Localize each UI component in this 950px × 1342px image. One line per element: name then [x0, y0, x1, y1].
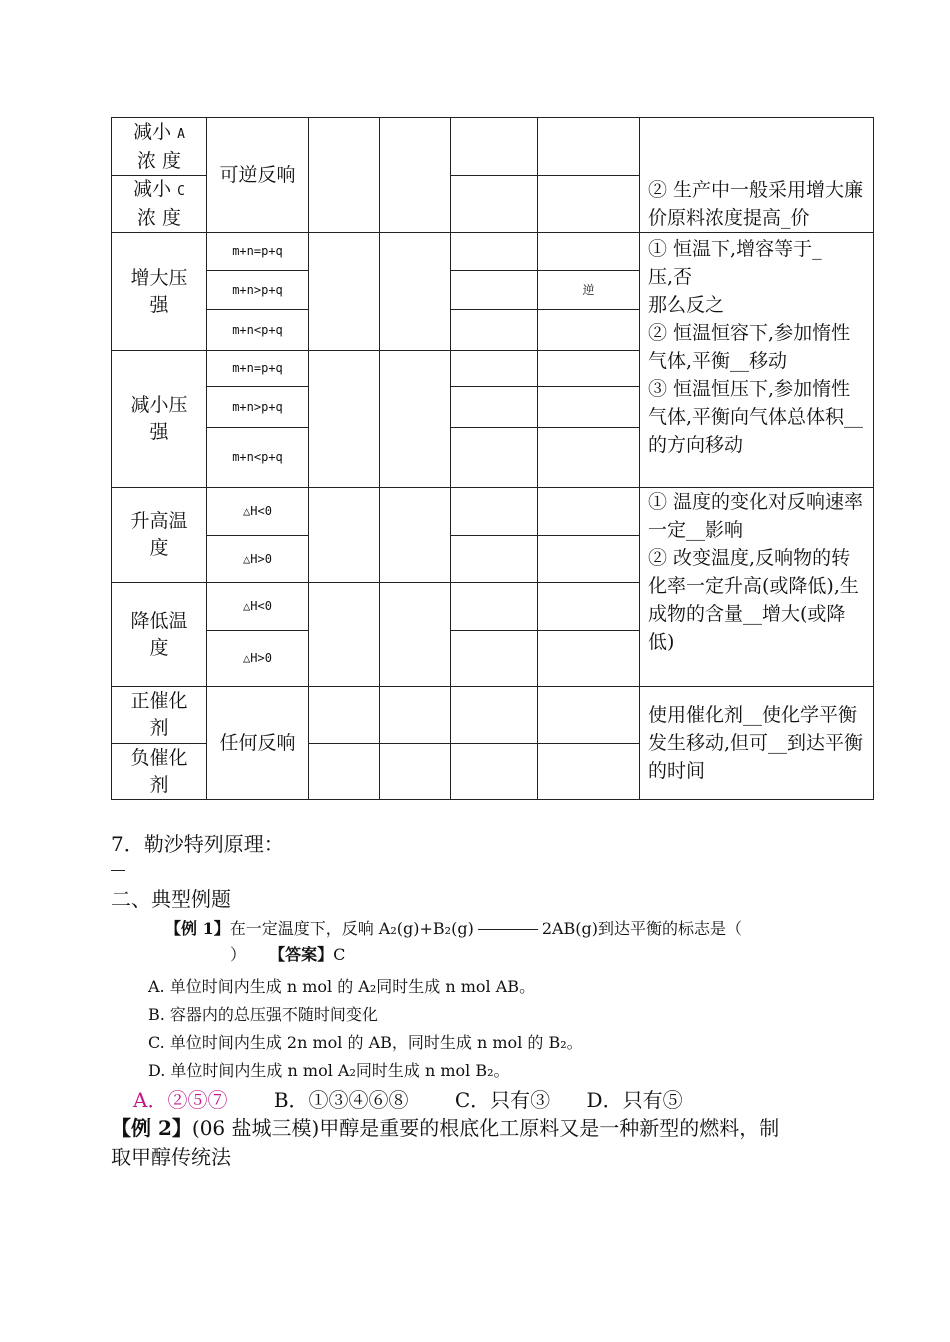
section-7: 7．勒沙特列原理：: [111, 832, 284, 856]
example1-line2: ） 【答案】C: [230, 945, 346, 964]
cond-reduce-c: 减小 C 浓 度: [112, 176, 207, 233]
example1-line1: 【例 1】在一定温度下，反响 A₂(g)+B₂(g) 2AB(g)到达平衡的标志是（: [165, 919, 743, 938]
cond-positive-catalyst: 正催化 剂: [112, 687, 207, 744]
choice-a: A．②⑤⑦: [133, 1088, 228, 1112]
example2-line1: 【例 2】(06 盐城三模)甲醇是重要的根底化工原料又是一种新型的燃料，制: [111, 1116, 780, 1140]
example2-line2: 取甲醇传统法: [111, 1145, 231, 1169]
answer-value: C: [333, 945, 346, 964]
note-temperature: ① 温度的变化对反响速率一定__影响 ② 改变温度,反响物的转化率一定升高(或降低),生成物的含量__增大(或降低): [640, 488, 874, 687]
cond-lower-temp: 降低温 度: [112, 583, 207, 687]
option-a: A. 单位时间内生成 n mol 的 A₂同时生成 n mol AB。: [148, 977, 536, 996]
blank-line: [111, 870, 125, 871]
choice-b: B．①③④⑥⑧: [273, 1088, 409, 1112]
condition-table: 减小 A 浓 度 可逆反响 ② 生产中一般采用增大廉价原料浓度提高_价 减小 C 浓 度 增大压 强 m+n=p+q ① 恒温下,增容等于_ 压,否 那么反之 ② 恒温恒容下,参加惰性气体,平衡__移动 ③ 恒温恒压下,参加惰性气体,平衡向气体总体积__的方向移动 m+n>p+q 逆 m+n<p+q 减小压 强 m+n=p+q m+n>p+q m+n<p+q 升高温 度 △H<0 ① 温度的变化对反响速率一定__影响 ② 改变温度,反响物的转化率一定升高(或降低),生成物的含量__增大(或降低) △H>0 降低温 度 △H<0 △H>0 正催化 剂 任何反响 使用催化剂__使化学平衡发生移动,但可__到达平衡的时间 负催化 剂: [111, 117, 874, 800]
cond-reduce-a: 减小 A 浓 度: [112, 118, 207, 176]
choice-d: D．只有⑤: [586, 1088, 683, 1112]
cond-reduce-pressure: 减小压 强: [112, 351, 207, 488]
option-c: C. 单位时间内生成 2n mol 的 AB，同时生成 n mol 的 B₂。: [148, 1033, 583, 1052]
choices-row: [133, 1086, 833, 1114]
cell-reverse: 逆: [538, 271, 640, 310]
option-b: B. 容器内的总压强不随时间变化: [148, 1005, 378, 1024]
note-pressure: ① 恒温下,增容等于_ 压,否 那么反之 ② 恒温恒容下,参加惰性气体,平衡__移动 ③ 恒温恒压下,参加惰性气体,平衡向气体总体积__的方向移动: [640, 233, 874, 488]
note-catalyst: 使用催化剂__使化学平衡发生移动,但可__到达平衡的时间: [640, 687, 874, 800]
cond-increase-pressure: 增大压 强: [112, 233, 207, 351]
cond-negative-catalyst: 负催化 剂: [112, 744, 207, 800]
option-d: D. 单位时间内生成 n mol A₂同时生成 n mol B₂。: [148, 1061, 510, 1080]
cond-raise-temp: 升高温 度: [112, 488, 207, 583]
reaction-any: 任何反响: [207, 687, 309, 800]
choice-c: C．只有③: [454, 1088, 551, 1112]
reaction-reversible: 可逆反响: [207, 118, 309, 233]
note-concentration: ② 生产中一般采用增大廉价原料浓度提高_价: [640, 118, 874, 233]
section-2-title: 二、典型例题: [111, 887, 231, 911]
